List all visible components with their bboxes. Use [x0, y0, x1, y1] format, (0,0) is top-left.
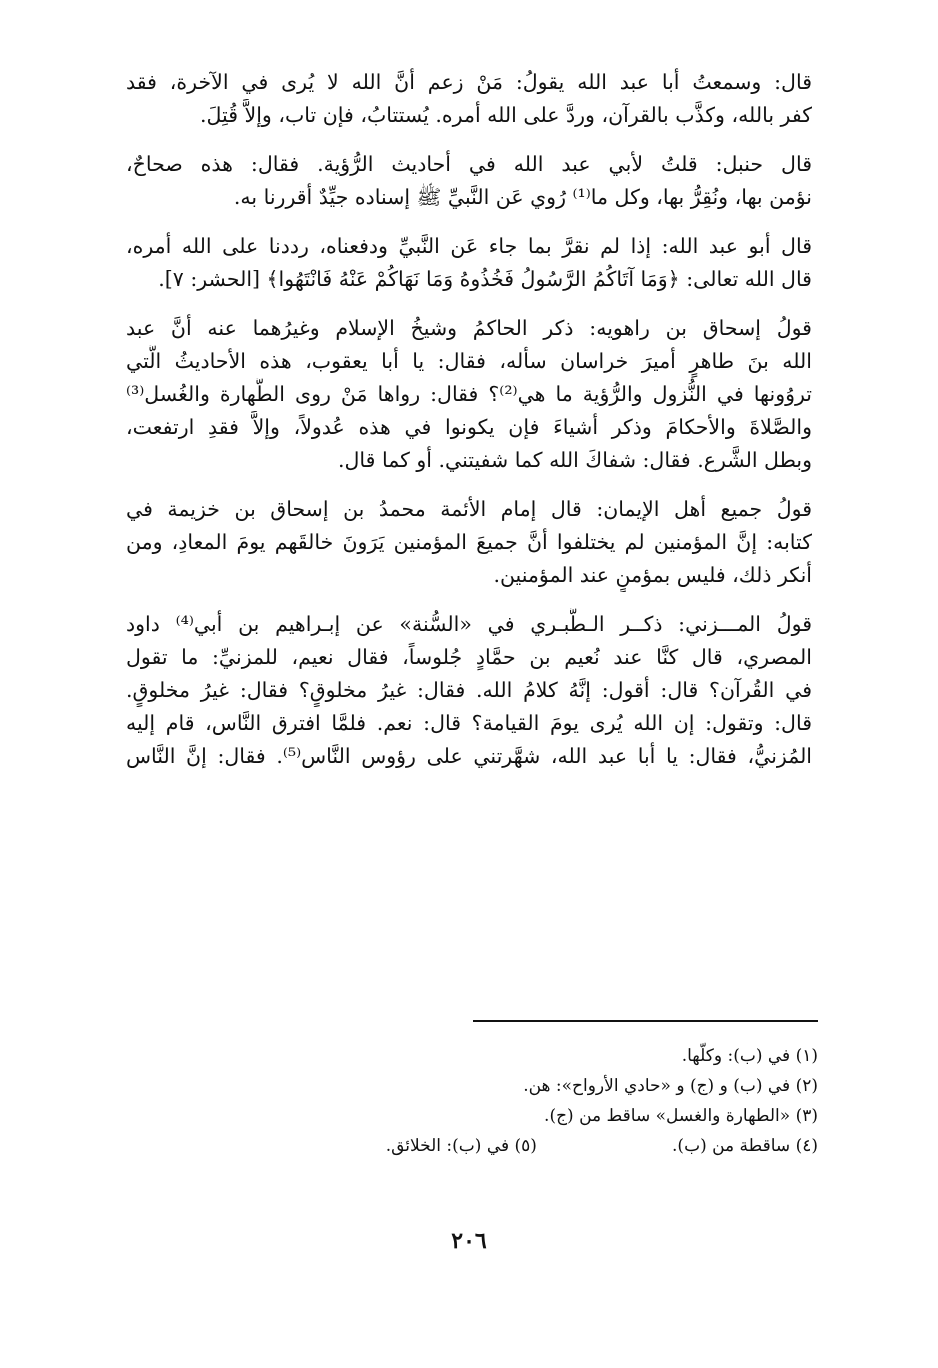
paragraph-2	[126, 148, 812, 214]
footnote-5: (٥) في (ب): الخلائق.	[385, 1136, 537, 1156]
footnote-4: (٤) ساقطة من (ب).	[672, 1136, 818, 1156]
footnote-1: (١) في (ب): وكلّها.	[681, 1046, 818, 1066]
text-line: قولُ إسحاق بن راهويه: ذكر الحاكمُ وشيخُ الإسلام وغيرُهما عنه أنَّ عبد	[126, 316, 812, 340]
page-number: ٢٠٦	[451, 1228, 487, 1254]
main-text	[126, 66, 812, 789]
text-line: نؤمن بها، ونُقِرُّ بها، وكل ما⁽¹⁾ رُوي عَن النَّبيِّ ﷺ إسناده جيِّدٌ أقررنا به.	[233, 185, 812, 209]
footnote-row	[118, 1131, 818, 1161]
text-line: قال: وسمعتُ أبا عبد الله يقولُ: مَنْ زعم أنَّ الله لا يُرى في الآخرة، فقد	[126, 70, 812, 94]
paragraph-3	[126, 230, 812, 296]
text-line: كفر بالله، وكذَّب بالقرآن، وردَّ على الله أمره. يُستتابُ، فإن تاب، وإلاَّ قُتِلَ.	[200, 103, 812, 127]
paragraph-4	[126, 312, 812, 477]
text-line: المصري، قال كنَّا عند نُعيم بن حمَّادٍ جُلوساً، فقال نعيم، للمزنيِّ: ما تقول	[126, 645, 812, 669]
footnote-separator	[473, 1020, 818, 1022]
footnotes	[118, 1041, 818, 1161]
text-line: المُزنيُّ، فقال: يا أبا عبد الله، شهَّرتني على رؤوس النَّاس⁽⁵⁾. فقال: إنَّ النَّاس	[126, 744, 812, 768]
text-line: في القُرآن؟ قال: أقول: إنَّهُ كلامُ الله. فقال: غيرُ مخلوقٍ؟ فقال: غيرُ مخلوقٍ.	[126, 678, 812, 702]
text-line: قال أبو عبد الله: إذا لم نقرَّ بما جاء عَن النَّبيِّ ودفعناه، رددنا على الله أمره،	[126, 234, 812, 258]
text-line: كتابه: إنَّ المؤمنين لم يختلفوا أنَّ جميعَ المؤمنين يَرَونَ خالقَهم يومَ المعادِ، ومن	[126, 530, 812, 554]
paragraph-6	[126, 608, 812, 773]
text-line: قال حنبل: قلتُ لأبي عبد الله في أحاديث الرُّؤية. فقال: هذه صحاحٌ،	[126, 152, 812, 176]
text-line: قال الله تعالى: ﴿وَمَا آتَاكُمُ الرَّسُولُ فَخُذُوهُ وَمَا نَهَاكُمْ عَنْهُ فَانْتَهُوا﴾ [الحشر: ٧].	[158, 267, 812, 291]
text-line: الله بنَ طاهرٍ أميرَ خراسان سأله، فقال: يا أبا يعقوب، هذه الأحاديثُ الَّتي	[126, 349, 812, 373]
text-line: تروُونها في النُّزول والرُّؤية ما هي⁽²⁾؟ فقال: رواها مَنْ روى الطَّهارة والغُسل⁽³⁾	[126, 382, 812, 406]
text-line: قولُ المـــزني: ذكــر الـطَّبـري في «السُّنة» عن إبـراهيم بن أبي⁽⁴⁾ داود	[126, 612, 812, 636]
text-line: أنكر ذلك، فليس بمؤمنٍ عند المؤمنين.	[493, 563, 812, 587]
text-line: وبطل الشَّرع. فقال: شفاكَ الله كما شفيتني. أو كما قال.	[338, 448, 812, 472]
footnote-2: (٢) في (ب) و (ج) و «حادي الأرواح»: هن.	[523, 1076, 818, 1096]
paragraph-1	[126, 66, 812, 132]
paragraph-5	[126, 493, 812, 592]
text-line: والصَّلاةَ والأحكامَ وذكر أشياءَ فإن يكونوا في هذه عُدولاً، وإلاَّ فقدِ ارتفعت،	[126, 415, 812, 439]
text-line: قال: وتقول: إن الله يُرى يومَ القيامة؟ قال: نعم. فلمَّا افترق النَّاس، قام إليه	[126, 711, 812, 735]
text-line: قولُ جميع أهل الإيمان: قال إمام الأئمة محمدُ بن إسحاق بن خزيمة في	[126, 497, 812, 521]
footnote-3: (٣) «الطهارة والغسل» ساقط من (ج).	[544, 1106, 818, 1126]
